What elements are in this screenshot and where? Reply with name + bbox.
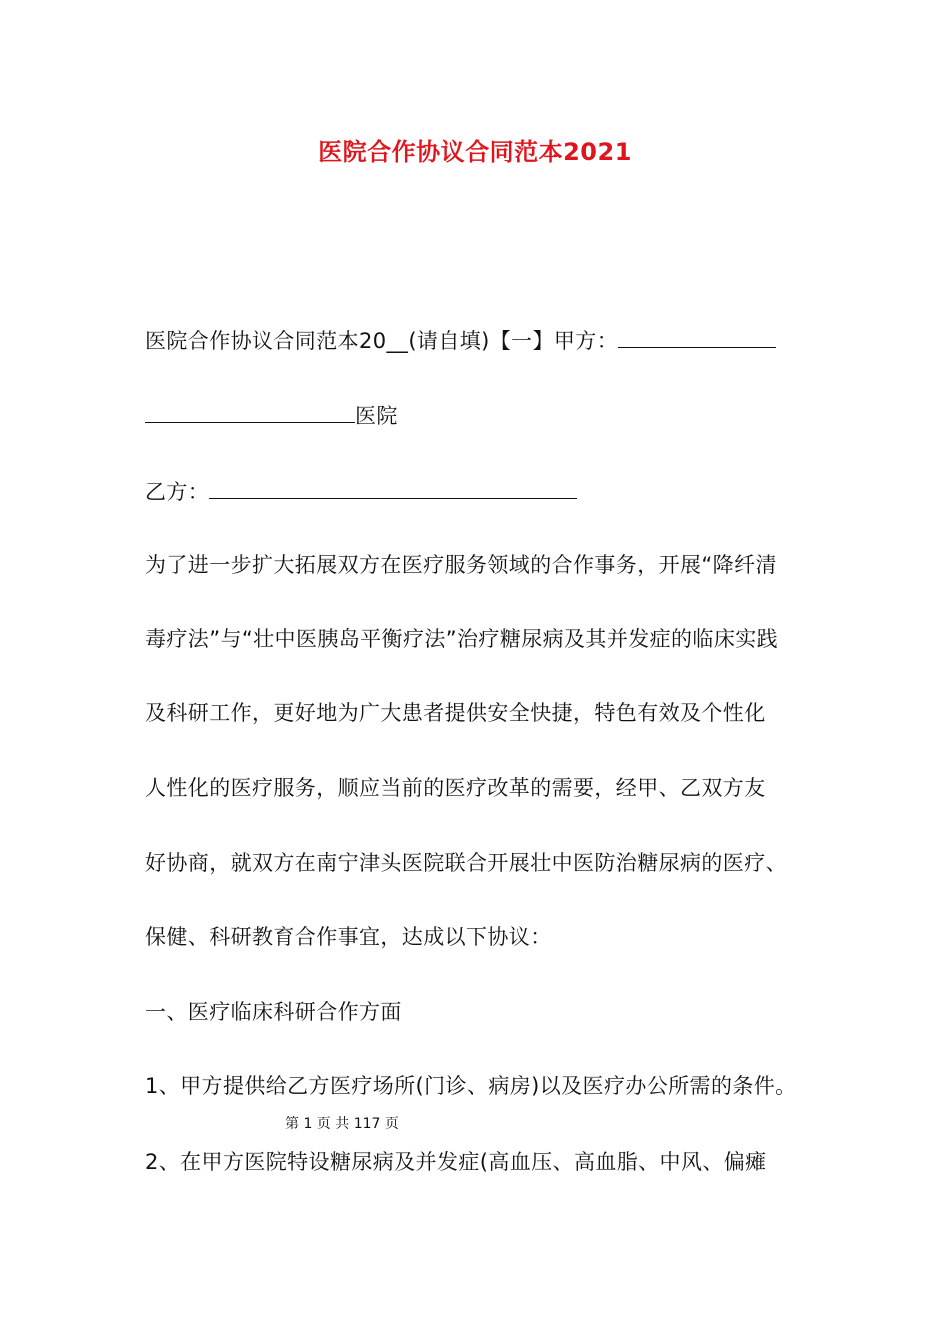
fill-blank-party-a bbox=[618, 325, 776, 348]
page-footer: 第 1 页 共 117 页 bbox=[285, 1116, 399, 1132]
line-text: 医院合作协议合同范本20__(请自填)【一】甲方： bbox=[145, 329, 619, 353]
document-title: 医院合作协议合同范本2021 bbox=[318, 138, 632, 166]
paragraph-line-3 bbox=[145, 476, 577, 507]
paragraph-line-4: 为了进一步扩大拓展双方在医疗服务领域的合作事务，开展“降纤清 bbox=[145, 553, 777, 577]
paragraph-line-7: 人性化的医疗服务，顺应当前的医疗改革的需要，经甲、乙双方友 bbox=[145, 776, 766, 800]
line-text: 医院 bbox=[355, 404, 398, 428]
paragraph-line-6: 及科研工作，更好地为广大患者提供安全快捷，特色有效及个性化 bbox=[145, 701, 766, 725]
paragraph-line-1 bbox=[145, 325, 776, 356]
fill-blank-party-b bbox=[209, 476, 577, 499]
line-text: 乙方： bbox=[145, 480, 210, 504]
paragraph-line-9: 保健、科研教育合作事宜，达成以下协议： bbox=[145, 925, 552, 949]
paragraph-line-8: 好协商，就双方在南宁津头医院联合开展壮中医防治糖尿病的医疗、 bbox=[145, 851, 787, 875]
paragraph-line-12: 2、在甲方医院特设糖尿病及并发症(高血压、高血脂、中风、偏瘫 bbox=[145, 1150, 767, 1174]
fill-blank-hospital bbox=[145, 400, 355, 423]
section-heading: 一、医疗临床科研合作方面 bbox=[145, 1000, 402, 1024]
paragraph-line-2 bbox=[145, 400, 398, 431]
paragraph-line-5: 毒疗法”与“壮中医胰岛平衡疗法”治疗糖尿病及其并发症的临床实践 bbox=[145, 627, 779, 651]
paragraph-line-11: 1、甲方提供给乙方医疗场所(门诊、病房)以及医疗办公所需的条件。 bbox=[145, 1074, 797, 1098]
